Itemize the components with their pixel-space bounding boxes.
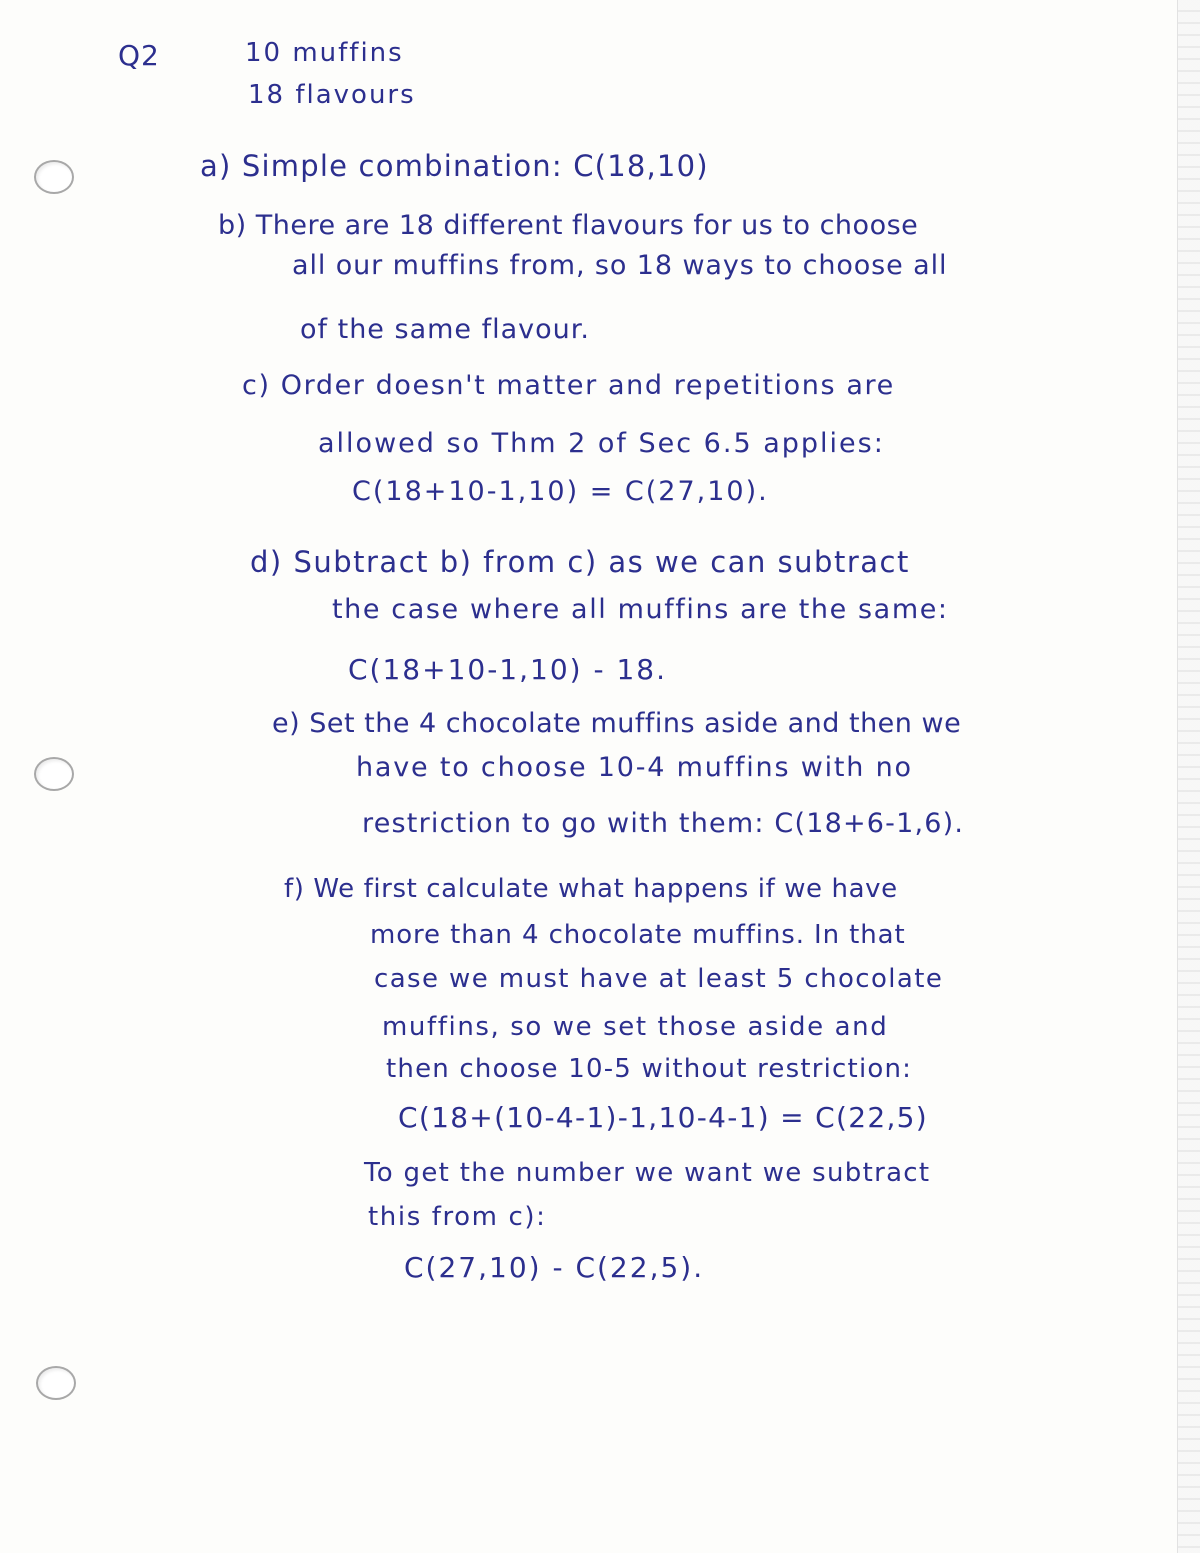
part-e-line: restriction to go with them: C(18+6-1,6). (362, 808, 965, 839)
part-e-line: e) Set the 4 chocolate muffins aside and then we (272, 708, 962, 739)
part-f-line: C(27,10) - C(22,5). (404, 1251, 705, 1284)
part-c-line: allowed so Thm 2 of Sec 6.5 applies: (318, 428, 885, 459)
part-f-line: To get the number we want we subtract (364, 1158, 931, 1188)
given-muffins: 10 muffins (245, 38, 404, 68)
part-f-line: more than 4 chocolate muffins. In that (370, 920, 906, 950)
part-c-line: c) Order doesn't matter and repetitions are (242, 370, 895, 401)
part-b-line: all our muffins from, so 18 ways to choose all (292, 250, 948, 281)
part-f-line: case we must have at least 5 chocolate (374, 964, 944, 994)
binder-hole (34, 160, 74, 194)
part-f-line: C(18+(10-4-1)-1,10-4-1) = C(22,5) (398, 1101, 928, 1134)
part-f-line: then choose 10-5 without restriction: (386, 1054, 913, 1084)
part-f-line: this from c): (368, 1202, 547, 1232)
question-label: Q2 (118, 39, 160, 72)
part-f-line: muffins, so we set those aside and (382, 1012, 889, 1042)
part-b-line: b) There are 18 different flavours for us to choose (218, 210, 919, 241)
given-flavours: 18 flavours (248, 80, 416, 110)
part-e-line: have to choose 10-4 muffins with no (356, 752, 913, 783)
part-c-line: C(18+10-1,10) = C(27,10). (352, 476, 769, 507)
part-a-line: a) Simple combination: C(18,10) (200, 149, 709, 183)
binder-hole (34, 757, 74, 791)
binder-hole (36, 1366, 76, 1400)
part-f-line: f) We first calculate what happens if we have (284, 874, 898, 904)
part-b-line: of the same flavour. (300, 314, 590, 345)
part-d-line: d) Subtract b) from c) as we can subtract (250, 545, 910, 579)
part-d-line: the case where all muffins are the same: (332, 594, 949, 625)
part-d-line: C(18+10-1,10) - 18. (348, 653, 667, 686)
page-edge-ruling (1178, 0, 1200, 1553)
